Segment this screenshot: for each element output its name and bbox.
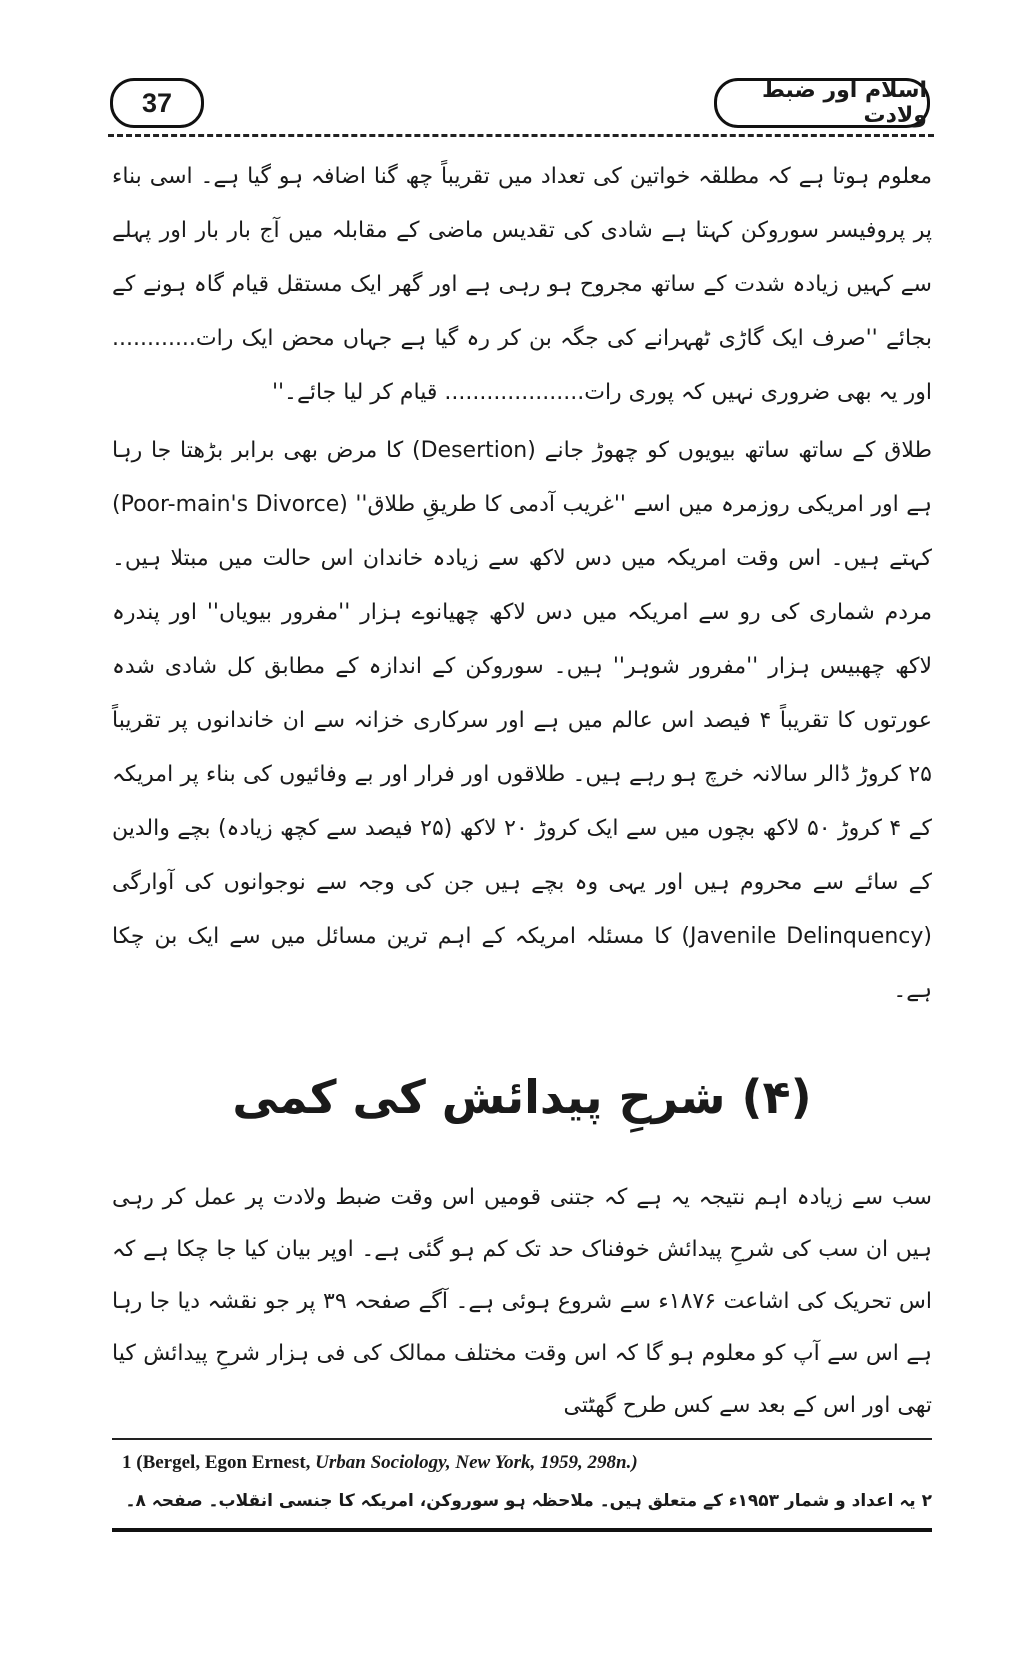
section-heading: (۴) شرحِ پیدائش کی کمی [232,1070,812,1124]
paragraph-2: طلاق کے ساتھ ساتھ بیویوں کو چھوڑ جانے (Desertion) کا مرض بھی برابر بڑھتا جا رہا ہے اور امریکی روزمرہ میں اسے ''غریب آدمی کا طریقِ طلاق'' (Poor-main's Divorce) کہتے ہیں۔ اس وقت امریکہ میں دس لاکھ سے زیادہ خاندان اس حالت میں مبتلا ہیں۔ مردم شماری کی رو سے امریکہ میں دس لاکھ چھیانوے ہزار ''مفرور بیویاں'' اور پندرہ لاکھ چھبیس ہزار ''مفرور شوہر'' ہیں۔ سوروکن کے اندازہ کے مطابق کل شادی شدہ عورتوں کا تقریباً ۴ فیصد اس عالم میں ہے اور سرکاری خزانہ سے ان خاندانوں پر تقریباً ۲۵ کروڑ ڈالر سالانہ خرچ ہو رہے ہیں۔ طلاقوں اور فرار اور بے وفائیوں کی بناء پر امریکہ کے ۴ کروڑ ۵۰ لاکھ بچوں میں سے ایک کروڑ ۲۰ لاکھ (۲۵ فیصد سے کچھ زیادہ) بچے والدین کے سائے سے محروم ہیں اور یہی وہ بچے ہیں جن کی وجہ سے نوجوانوں کی آوارگی (Javenile Delinquency) کا مسئلہ امریکہ کے اہم ترین مسائل میں سے ایک بن چکا ہے۔ [112,438,932,1003]
footnote-1-marker: 1 [122,1452,132,1473]
footnote-2: ۲ یہ اعداد و شمار ۱۹۵۳ء کے متعلق ہیں۔ ملاحظہ ہو سوروکن، امریکہ کا جنسی انقلاب۔ صفحہ ۸۔ [125,1491,932,1511]
main-text [112,150,932,1018]
header-divider [108,134,934,137]
paragraph-1: معلوم ہوتا ہے کہ مطلقہ خواتین کی تعداد میں تقریباً چھ گنا اضافہ ہو گیا ہے۔ اسی بناء پر پروفیسر سوروکن کہتا ہے شادی کی تقدیس ماضی کے مقابلہ میں آج بار بار اور پہلے سے کہیں زیادہ شدت کے ساتھ مجروح ہو رہی ہے اور گھر ایک مستقل قیام گاہ ہونے کے بجائے ''صرف ایک گاڑی ٹھہرانے کی جگہ بن کر رہ گیا ہے جہاں محض ایک رات............ اور یہ بھی ضروری نہیں کہ پوری رات.................... قیام کر لیا جائے۔'' [112,164,932,405]
page-header [110,74,930,136]
footnote-divider [112,1438,932,1440]
running-title: اسلام اور ضبط ولادت [714,78,930,128]
footer-rule [112,1528,932,1532]
footnote-1 [122,1452,638,1474]
paragraph-3: سب سے زیادہ اہم نتیجہ یہ ہے کہ جتنی قومیں اس وقت ضبط ولادت پر عمل کر رہی ہیں ان سب کی شرحِ پیدائش خوفناک حد تک کم ہو گئی ہے۔ اوپر بیان کیا جا چکا ہے کہ اس تحریک کی اشاعت ۱۸۷۶ء سے شروع ہوئی ہے۔ آگے صفحہ ۳۹ پر جو نقشہ دیا جا رہا ہے اس سے آپ کو معلوم ہو گا کہ اس وقت مختلف ممالک کی فی ہزار شرحِ پیدائش کیا تھی اور اس کے بعد سے کس طرح گھٹتی [112,1185,932,1418]
footnote-1-authors: (Bergel, Egon Ernest, [136,1452,316,1473]
footnote-1-title: Urban Sociology, New York, 1959, 298n.) [315,1452,638,1473]
page-number: 37 [110,78,204,128]
main-text-continued [112,1172,932,1432]
